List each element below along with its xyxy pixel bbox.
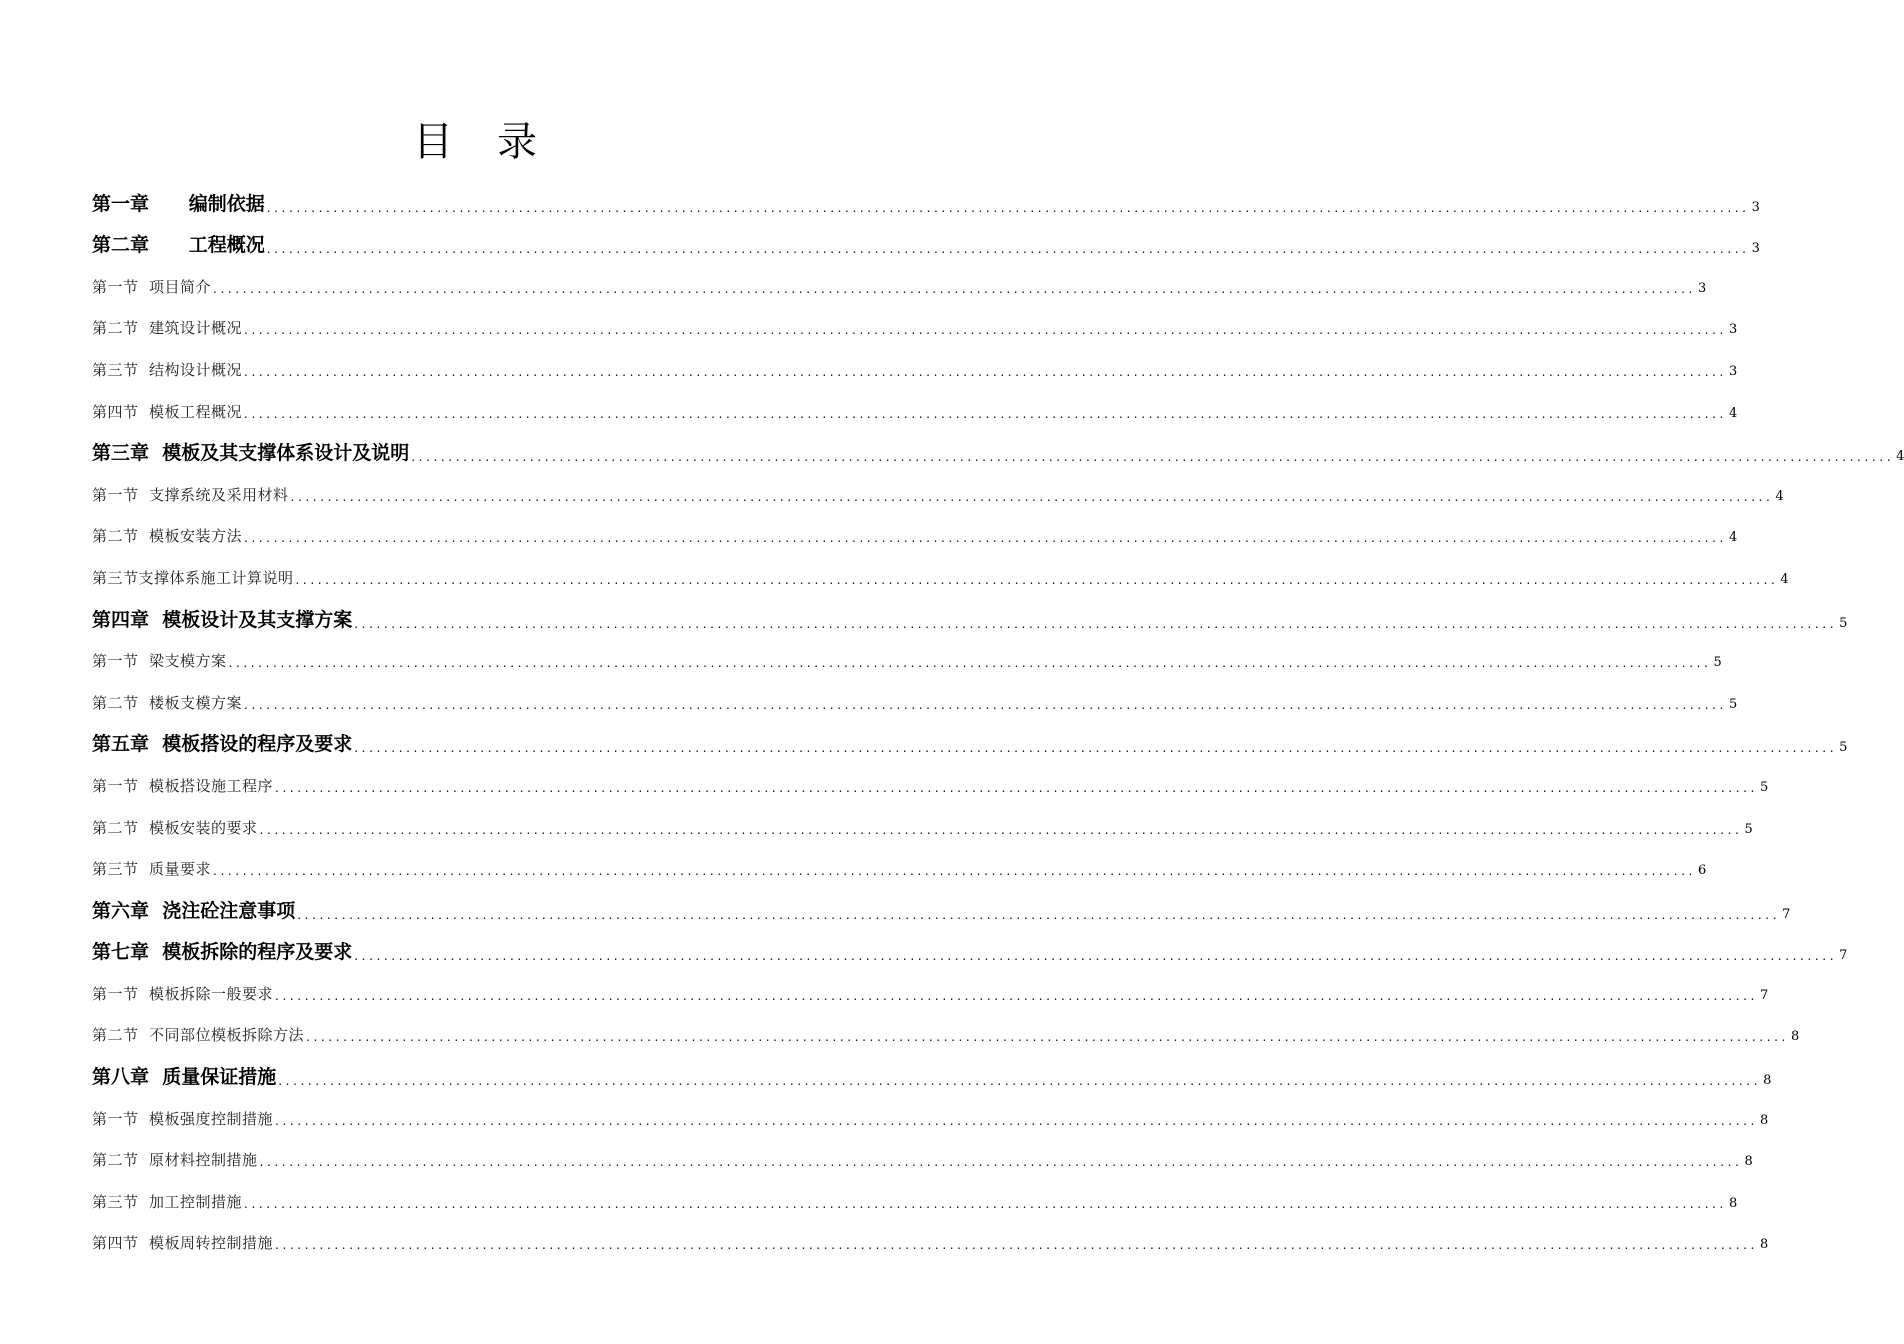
toc-entry-label: 第三节 质量要求 [92,860,212,879]
dot-leader: ........................................................................................................................................................................................................ [266,242,1750,257]
toc-section-entry[interactable] [92,802,1753,844]
toc-title [0,110,950,167]
dot-leader: ........................................................................................................................................................................................................ [295,572,1779,587]
dot-leader: ........................................................................................................................................................................................................ [306,1030,1789,1045]
toc-chapter-entry[interactable] [92,220,1760,262]
dot-leader: ........................................................................................................................................................................................................ [244,323,1727,338]
toc-page-number: 8 [1763,1073,1772,1089]
toc-entry-label: 第二节 楼板支模方案 [92,693,243,712]
toc-page-number: 8 [1728,1195,1738,1211]
toc-chapter-entry[interactable] [92,927,1848,969]
toc-section-entry[interactable] [92,968,1769,1010]
dot-leader: ........................................................................................................................................................................................................ [275,780,1758,795]
toc-chapter-entry[interactable] [92,594,1848,636]
toc-page-number: 7 [1782,906,1791,922]
toc-page-number: 7 [1839,948,1848,964]
toc-section-entry[interactable] [92,1176,1738,1218]
toc-section-entry[interactable] [92,261,1707,303]
dot-leader: ........................................................................................................................................................................................................ [411,450,1895,465]
dot-leader: ........................................................................................................................................................................................................ [244,1196,1727,1211]
dot-leader: ........................................................................................................................................................................................................ [259,822,1743,837]
toc-section-entry[interactable] [92,636,1722,678]
toc-page-number: 5 [1839,615,1848,631]
toc-entry-label: 第二节 模板安装方法 [92,527,243,546]
dot-leader: ........................................................................................................................................................................................................ [275,1113,1758,1128]
toc-page-number: 8 [1759,1112,1769,1128]
toc-page-number: 5 [1744,821,1753,837]
toc-entry-label: 第一节 项目简介 [92,277,212,296]
toc-entry-label: 第四节 模板工程概况 [92,402,243,421]
toc-entry-label: 第四章 模板设计及其支撑方案 [92,608,353,631]
dot-leader: ........................................................................................................................................................................................................ [354,949,1838,964]
toc-entry-label: 第三节 结构设计概况 [92,360,243,379]
toc-list [92,178,1904,1259]
toc-entry-label: 第五章 模板搭设的程序及要求 [92,733,353,756]
toc-page-number: 4 [1896,449,1904,465]
toc-section-entry[interactable] [92,1135,1753,1177]
toc-entry-label: 第二节 原材料控制措施 [92,1151,258,1170]
toc-entry-label: 第一节 支撑系统及采用材料 [92,485,289,504]
toc-section-entry[interactable] [92,469,1784,511]
toc-page-number: 4 [1775,488,1784,504]
toc-entry-label: 第三章 模板及其支撑体系设计及说明 [92,442,410,465]
dot-leader: ........................................................................................................................................................................................................ [228,656,1712,671]
dot-leader: ........................................................................................................................................................................................................ [244,697,1727,712]
toc-entry-label: 第一节 模板强度控制措施 [92,1109,274,1128]
toc-chapter-entry[interactable] [92,885,1791,927]
dot-leader: ........................................................................................................................................................................................................ [354,741,1838,756]
toc-section-entry[interactable] [92,1218,1769,1260]
dot-leader: ........................................................................................................................................................................................................ [244,531,1727,546]
toc-page-number: 7 [1759,987,1769,1003]
dot-leader: ........................................................................................................................................................................................................ [354,616,1838,631]
toc-entry-label: 第一节 模板拆除一般要求 [92,984,274,1003]
toc-entry-label: 第二节 建筑设计概况 [92,319,243,338]
toc-page-number: 3 [1728,322,1738,338]
toc-entry-label: 第二章 工程概况 [92,234,265,257]
toc-section-entry[interactable] [92,677,1738,719]
toc-chapter-entry[interactable] [92,719,1848,761]
dot-leader: ........................................................................................................................................................................................................ [259,1155,1743,1170]
dot-leader: ........................................................................................................................................................................................................ [244,406,1727,421]
toc-section-entry[interactable] [92,552,1789,594]
toc-entry-label: 第六章 浇注砼注意事项 [92,899,296,922]
toc-section-entry[interactable] [92,760,1769,802]
toc-entry-label: 第四节 模板周转控制措施 [92,1234,274,1253]
toc-chapter-entry[interactable] [92,178,1760,220]
toc-page-number: 5 [1728,696,1738,712]
toc-section-entry[interactable] [92,511,1738,553]
dot-leader: ........................................................................................................................................................................................................ [266,200,1750,215]
toc-entry-label: 第一章 编制依据 [92,192,265,215]
toc-chapter-entry[interactable] [92,428,1904,470]
dot-leader: ........................................................................................................................................................................................................ [213,281,1696,296]
toc-chapter-entry[interactable] [92,1051,1772,1093]
toc-title-part-1: 目 [413,119,453,165]
toc-page-number: 4 [1728,530,1738,546]
toc-section-entry[interactable] [92,344,1738,386]
toc-entry-label: 第二节 模板安装的要求 [92,818,258,837]
toc-section-entry[interactable] [92,844,1707,886]
toc-page-number: 3 [1751,241,1760,257]
toc-entry-label: 第八章 质量保证措施 [92,1066,277,1089]
toc-page-number: 3 [1697,280,1707,296]
dot-leader: ........................................................................................................................................................................................................ [275,1238,1758,1253]
toc-page-number: 6 [1697,863,1707,879]
toc-page-number: 3 [1751,199,1760,215]
toc-section-entry[interactable] [92,303,1738,345]
toc-section-entry[interactable] [92,1010,1800,1052]
toc-page-number: 3 [1728,363,1738,379]
toc-page-number: 8 [1790,1029,1800,1045]
toc-page-number: 5 [1839,740,1848,756]
toc-page-number: 8 [1744,1154,1753,1170]
dot-leader: ........................................................................................................................................................................................................ [278,1074,1762,1089]
toc-section-entry[interactable] [92,386,1738,428]
toc-entry-label: 第三节 加工控制措施 [92,1192,243,1211]
dot-leader: ........................................................................................................................................................................................................ [297,907,1781,922]
toc-page-number: 4 [1780,571,1789,587]
dot-leader: ........................................................................................................................................................................................................ [275,988,1758,1003]
toc-entry-label: 第二节 不同部位模板拆除方法 [92,1026,305,1045]
dot-leader: ........................................................................................................................................................................................................ [213,864,1696,879]
toc-page-number: 8 [1759,1237,1769,1253]
dot-leader: ........................................................................................................................................................................................................ [290,489,1774,504]
dot-leader: ........................................................................................................................................................................................................ [244,364,1727,379]
toc-entry-label: 第一节 模板搭设施工程序 [92,776,274,795]
toc-entry-label: 第一节 梁支模方案 [92,652,227,671]
toc-entry-label: 第三节支撑体系施工计算说明 [92,568,294,587]
toc-title-part-2: 录 [497,119,537,165]
toc-entry-label: 第七章 模板拆除的程序及要求 [92,941,353,964]
toc-section-entry[interactable] [92,1093,1769,1135]
toc-page-number: 5 [1759,779,1769,795]
toc-page-number: 4 [1728,405,1738,421]
toc-page-number: 5 [1713,655,1722,671]
